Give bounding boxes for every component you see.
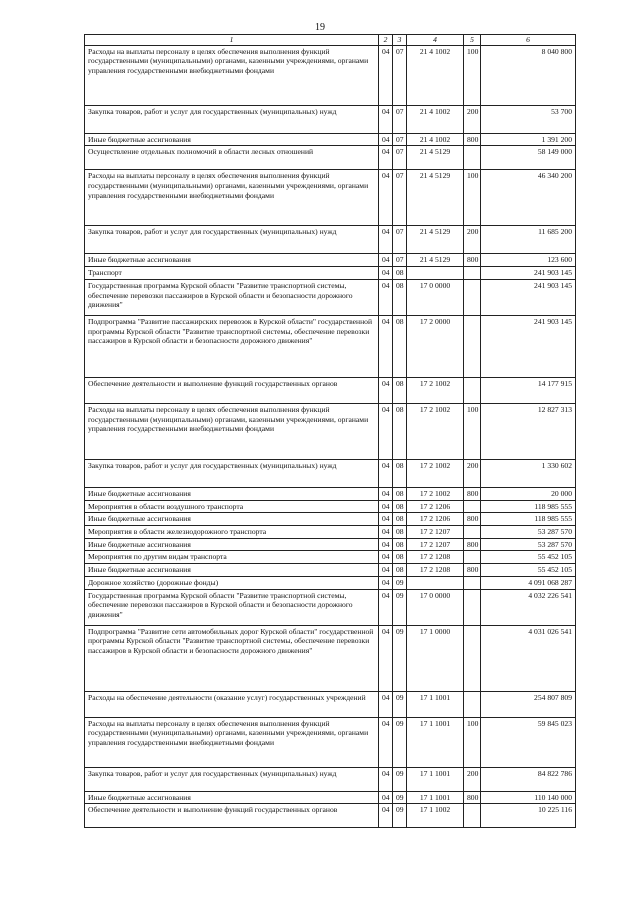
row-expense-type-cell: 200 (464, 105, 481, 133)
row-amount-cell: 20 000 (481, 487, 576, 500)
table-body (85, 45, 576, 828)
column-header: 1 (85, 35, 379, 46)
row-expense-type-cell (464, 625, 481, 691)
row-section-cell: 04 (379, 500, 393, 513)
row-expense-type-cell (464, 377, 481, 403)
row-target-article-cell: 21 4 5129 (407, 254, 464, 267)
row-name-cell: Осуществление отдельных полномочий в области лесных отношений (85, 146, 379, 170)
row-amount-cell: 11 685 200 (481, 226, 576, 254)
row-section-cell: 04 (379, 254, 393, 267)
row-expense-type-cell (464, 526, 481, 539)
row-target-article-cell: 17 1 0000 (407, 625, 464, 691)
row-amount-cell: 241 903 145 (481, 315, 576, 377)
row-subsection-cell: 08 (393, 487, 407, 500)
row-expense-type-cell: 100 (464, 45, 481, 105)
row-section-cell: 04 (379, 133, 393, 146)
row-target-article-cell: 17 2 1208 (407, 551, 464, 564)
row-subsection-cell: 09 (393, 791, 407, 804)
row-section-cell: 04 (379, 589, 393, 625)
row-name-cell: Иные бюджетные ассигнования (85, 487, 379, 500)
row-amount-cell: 53 287 570 (481, 526, 576, 539)
row-subsection-cell: 09 (393, 576, 407, 589)
table-row (85, 146, 576, 170)
row-expense-type-cell: 800 (464, 538, 481, 551)
row-amount-cell: 110 140 000 (481, 791, 576, 804)
row-target-article-cell: 17 1 1001 (407, 767, 464, 791)
row-subsection-cell: 08 (393, 551, 407, 564)
row-name-cell: Обеспечение деятельности и выполнение функций государственных органов (85, 804, 379, 828)
row-expense-type-cell: 800 (464, 791, 481, 804)
row-target-article-cell: 17 1 1002 (407, 804, 464, 828)
row-subsection-cell: 08 (393, 403, 407, 459)
table-row (85, 625, 576, 691)
row-amount-cell: 1 330 602 (481, 459, 576, 487)
row-name-cell: Закупка товаров, работ и услуг для государственных (муниципальных) нужд (85, 767, 379, 791)
row-subsection-cell: 08 (393, 538, 407, 551)
row-amount-cell: 4 031 026 541 (481, 625, 576, 691)
row-amount-cell: 14 177 915 (481, 377, 576, 403)
row-subsection-cell: 08 (393, 377, 407, 403)
row-section-cell: 04 (379, 377, 393, 403)
row-name-cell: Транспорт (85, 267, 379, 280)
row-subsection-cell: 07 (393, 170, 407, 226)
table-row (85, 267, 576, 280)
table-row (85, 315, 576, 377)
row-target-article-cell: 17 2 1002 (407, 403, 464, 459)
row-section-cell: 04 (379, 717, 393, 767)
row-amount-cell: 53 700 (481, 105, 576, 133)
row-target-article-cell: 17 2 1207 (407, 526, 464, 539)
row-section-cell: 04 (379, 551, 393, 564)
row-subsection-cell: 09 (393, 717, 407, 767)
table-row (85, 403, 576, 459)
table-row (85, 513, 576, 526)
row-subsection-cell: 08 (393, 500, 407, 513)
row-target-article-cell: 17 2 1208 (407, 564, 464, 577)
row-target-article-cell: 17 2 1206 (407, 513, 464, 526)
row-name-cell: Расходы на выплаты персоналу в целях обеспечения выполнения функций государственными (муниципальными) органами, казенными учреждениями, органами управления государственными внебюджетными фондами (85, 45, 379, 105)
row-subsection-cell: 08 (393, 564, 407, 577)
row-name-cell: Закупка товаров, работ и услуг для государственных (муниципальных) нужд (85, 226, 379, 254)
row-expense-type-cell: 200 (464, 459, 481, 487)
row-amount-cell: 4 091 068 287 (481, 576, 576, 589)
row-expense-type-cell: 200 (464, 767, 481, 791)
row-expense-type-cell (464, 315, 481, 377)
row-target-article-cell: 21 4 5129 (407, 146, 464, 170)
row-section-cell: 04 (379, 767, 393, 791)
row-subsection-cell: 08 (393, 315, 407, 377)
row-subsection-cell: 09 (393, 691, 407, 717)
row-subsection-cell: 07 (393, 146, 407, 170)
row-target-article-cell: 21 4 5129 (407, 226, 464, 254)
row-expense-type-cell (464, 576, 481, 589)
row-target-article-cell: 21 4 1002 (407, 133, 464, 146)
row-expense-type-cell (464, 500, 481, 513)
row-amount-cell: 59 845 023 (481, 717, 576, 767)
table-row (85, 564, 576, 577)
row-name-cell: Закупка товаров, работ и услуг для государственных (муниципальных) нужд (85, 105, 379, 133)
row-section-cell: 04 (379, 267, 393, 280)
row-section-cell: 04 (379, 513, 393, 526)
row-amount-cell: 84 822 786 (481, 767, 576, 791)
row-amount-cell: 1 391 200 (481, 133, 576, 146)
table-row (85, 133, 576, 146)
table-row (85, 459, 576, 487)
row-name-cell: Иные бюджетные ассигнования (85, 538, 379, 551)
row-amount-cell: 12 827 313 (481, 403, 576, 459)
table-row (85, 487, 576, 500)
row-section-cell: 04 (379, 279, 393, 315)
row-amount-cell: 46 340 200 (481, 170, 576, 226)
row-target-article-cell: 17 1 1001 (407, 791, 464, 804)
row-name-cell: Иные бюджетные ассигнования (85, 254, 379, 267)
table-row (85, 551, 576, 564)
row-subsection-cell: 09 (393, 625, 407, 691)
row-name-cell: Мероприятия в области воздушного транспорта (85, 500, 379, 513)
row-subsection-cell: 07 (393, 226, 407, 254)
table-row (85, 226, 576, 254)
row-name-cell: Иные бюджетные ассигнования (85, 564, 379, 577)
row-section-cell: 04 (379, 45, 393, 105)
table-row (85, 526, 576, 539)
row-subsection-cell: 09 (393, 804, 407, 828)
row-target-article-cell: 17 2 1002 (407, 377, 464, 403)
row-subsection-cell: 09 (393, 767, 407, 791)
row-section-cell: 04 (379, 625, 393, 691)
row-expense-type-cell: 100 (464, 717, 481, 767)
row-target-article-cell (407, 267, 464, 280)
table-row (85, 791, 576, 804)
table-row (85, 804, 576, 828)
row-expense-type-cell (464, 267, 481, 280)
row-subsection-cell: 07 (393, 105, 407, 133)
row-section-cell: 04 (379, 170, 393, 226)
table-header-row (85, 35, 576, 46)
row-name-cell: Иные бюджетные ассигнования (85, 513, 379, 526)
row-amount-cell: 118 985 555 (481, 500, 576, 513)
row-target-article-cell: 17 2 1002 (407, 459, 464, 487)
row-amount-cell: 123 600 (481, 254, 576, 267)
row-expense-type-cell: 800 (464, 254, 481, 267)
column-header: 6 (481, 35, 576, 46)
row-section-cell: 04 (379, 315, 393, 377)
table-row (85, 377, 576, 403)
table-row (85, 254, 576, 267)
row-section-cell: 04 (379, 146, 393, 170)
table-row (85, 589, 576, 625)
row-section-cell: 04 (379, 691, 393, 717)
row-amount-cell: 254 807 809 (481, 691, 576, 717)
row-subsection-cell: 08 (393, 526, 407, 539)
row-amount-cell: 241 903 145 (481, 279, 576, 315)
table-row (85, 105, 576, 133)
row-target-article-cell: 21 4 5129 (407, 170, 464, 226)
row-name-cell: Подпрограмма "Развитие пассажирских перевозок в Курской области" государственной программы Курской области "Развитие транспортной системы, обеспечение перевозки пассажиров в Курской области и безопасности дорожного движения" (85, 315, 379, 377)
row-name-cell: Государственная программа Курской области "Развитие транспортной системы, обеспечение перевозки пассажиров в Курской области и безопасности дорожного движения" (85, 279, 379, 315)
row-name-cell: Иные бюджетные ассигнования (85, 791, 379, 804)
table-row (85, 170, 576, 226)
row-section-cell: 04 (379, 403, 393, 459)
row-expense-type-cell: 100 (464, 170, 481, 226)
row-name-cell: Подпрограмма "Развитие сети автомобильных дорог Курской области" государственной программы Курской области "Развитие транспортной системы, обеспечение перевозки пассажиров в Курской области и безопасности дорожного движения" (85, 625, 379, 691)
row-amount-cell: 55 452 105 (481, 564, 576, 577)
row-subsection-cell: 07 (393, 45, 407, 105)
row-target-article-cell (407, 576, 464, 589)
row-name-cell: Мероприятия в области железнодорожного транспорта (85, 526, 379, 539)
column-header: 2 (379, 35, 393, 46)
row-name-cell: Расходы на выплаты персоналу в целях обеспечения выполнения функций государственными (муниципальными) органами, казенными учреждениями, органами управления государственными внебюджетными фондами (85, 170, 379, 226)
row-amount-cell: 118 985 555 (481, 513, 576, 526)
row-name-cell: Мероприятия по другим видам транспорта (85, 551, 379, 564)
row-subsection-cell: 07 (393, 254, 407, 267)
row-name-cell: Государственная программа Курской области "Развитие транспортной системы, обеспечение перевозки пассажиров в Курской области и безопасности дорожного движения" (85, 589, 379, 625)
row-subsection-cell: 09 (393, 589, 407, 625)
row-section-cell: 04 (379, 576, 393, 589)
table-row (85, 717, 576, 767)
row-amount-cell: 55 452 105 (481, 551, 576, 564)
table-row (85, 45, 576, 105)
row-target-article-cell: 17 0 0000 (407, 279, 464, 315)
row-target-article-cell: 17 0 0000 (407, 589, 464, 625)
row-target-article-cell: 17 1 1001 (407, 717, 464, 767)
row-subsection-cell: 08 (393, 459, 407, 487)
table-row (85, 576, 576, 589)
row-section-cell: 04 (379, 526, 393, 539)
row-target-article-cell: 17 2 1206 (407, 500, 464, 513)
table-row (85, 279, 576, 315)
row-section-cell: 04 (379, 105, 393, 133)
row-section-cell: 04 (379, 804, 393, 828)
row-amount-cell: 4 032 226 541 (481, 589, 576, 625)
column-header: 5 (464, 35, 481, 46)
row-name-cell: Расходы на выплаты персоналу в целях обеспечения выполнения функций государственными (муниципальными) органами, казенными учреждениями, органами управления государственными внебюджетными фондами (85, 403, 379, 459)
row-section-cell: 04 (379, 538, 393, 551)
column-header: 3 (393, 35, 407, 46)
row-section-cell: 04 (379, 564, 393, 577)
budget-table (84, 34, 576, 828)
row-expense-type-cell: 800 (464, 133, 481, 146)
row-amount-cell: 8 040 800 (481, 45, 576, 105)
row-subsection-cell: 08 (393, 267, 407, 280)
row-name-cell: Обеспечение деятельности и выполнение функций государственных органов (85, 377, 379, 403)
row-name-cell: Расходы на выплаты персоналу в целях обеспечения выполнения функций государственными (муниципальными) органами, казенными учреждениями, органами управления государственными внебюджетными фондами (85, 717, 379, 767)
row-name-cell: Закупка товаров, работ и услуг для государственных (муниципальных) нужд (85, 459, 379, 487)
row-expense-type-cell (464, 804, 481, 828)
row-expense-type-cell (464, 279, 481, 315)
row-target-article-cell: 17 1 1001 (407, 691, 464, 717)
row-subsection-cell: 08 (393, 279, 407, 315)
row-name-cell: Иные бюджетные ассигнования (85, 133, 379, 146)
row-amount-cell: 10 225 116 (481, 804, 576, 828)
table-row (85, 500, 576, 513)
row-amount-cell: 241 903 145 (481, 267, 576, 280)
row-section-cell: 04 (379, 226, 393, 254)
row-target-article-cell: 17 2 1207 (407, 538, 464, 551)
table-row (85, 691, 576, 717)
row-target-article-cell: 17 2 0000 (407, 315, 464, 377)
row-section-cell: 04 (379, 487, 393, 500)
row-section-cell: 04 (379, 459, 393, 487)
row-expense-type-cell (464, 146, 481, 170)
row-expense-type-cell: 800 (464, 564, 481, 577)
row-amount-cell: 53 287 570 (481, 538, 576, 551)
row-amount-cell: 58 149 000 (481, 146, 576, 170)
row-subsection-cell: 08 (393, 513, 407, 526)
row-target-article-cell: 21 4 1002 (407, 105, 464, 133)
row-expense-type-cell: 800 (464, 513, 481, 526)
row-expense-type-cell (464, 589, 481, 625)
row-name-cell: Дорожное хозяйство (дорожные фонды) (85, 576, 379, 589)
row-subsection-cell: 07 (393, 133, 407, 146)
row-section-cell: 04 (379, 791, 393, 804)
page-number: 19 (315, 22, 325, 33)
row-target-article-cell: 17 2 1002 (407, 487, 464, 500)
column-header: 4 (407, 35, 464, 46)
row-expense-type-cell: 200 (464, 226, 481, 254)
row-expense-type-cell: 800 (464, 487, 481, 500)
table-row (85, 767, 576, 791)
row-name-cell: Расходы на обеспечение деятельности (оказание услуг) государственных учреждений (85, 691, 379, 717)
row-target-article-cell: 21 4 1002 (407, 45, 464, 105)
row-expense-type-cell (464, 551, 481, 564)
row-expense-type-cell (464, 691, 481, 717)
table-row (85, 538, 576, 551)
row-expense-type-cell: 100 (464, 403, 481, 459)
